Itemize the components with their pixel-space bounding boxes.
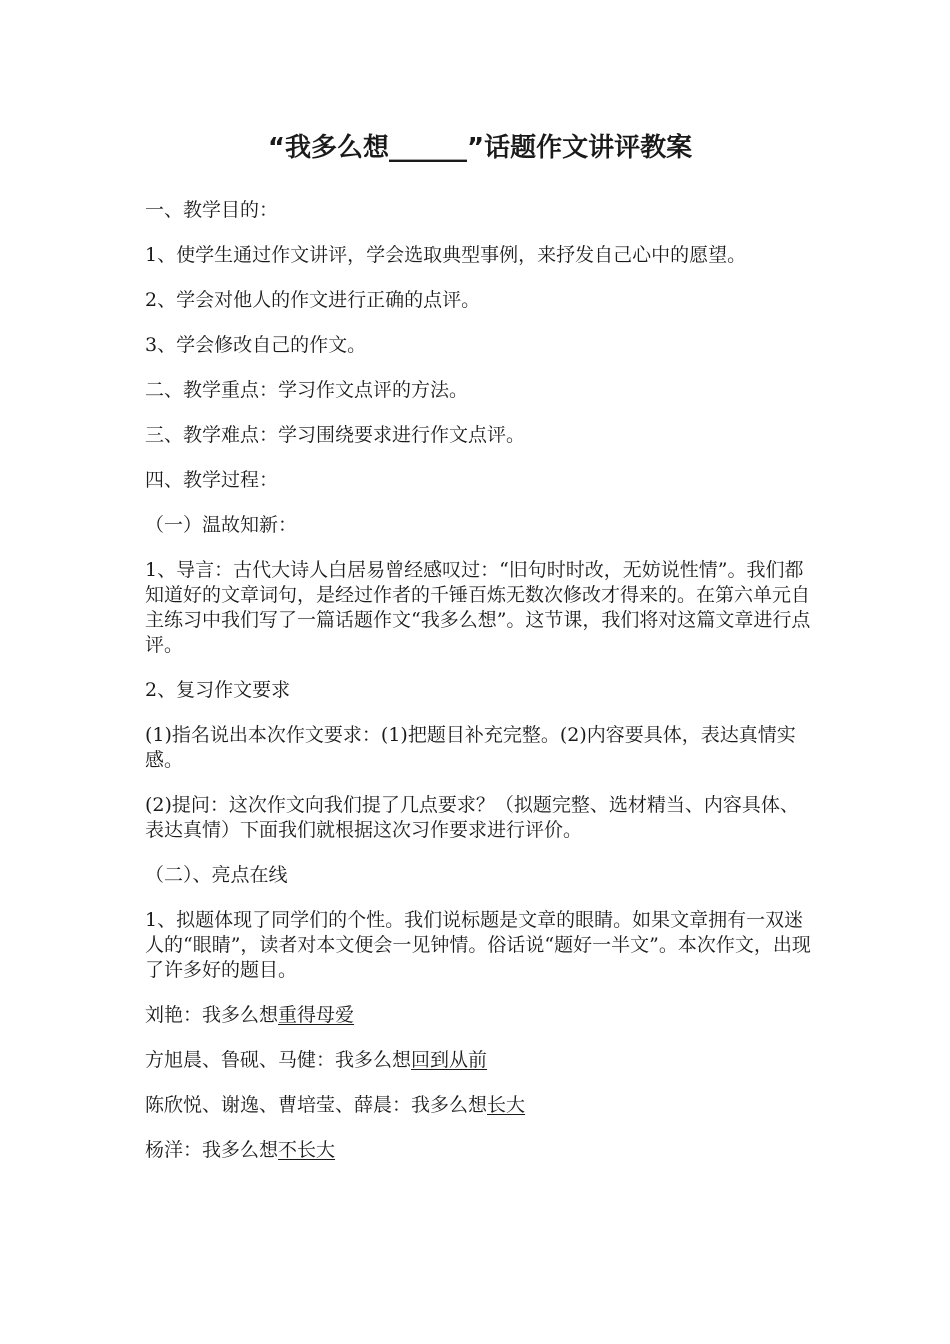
underlined-topic: 回到从前 bbox=[411, 1049, 488, 1071]
student-names: 杨洋： bbox=[145, 1139, 203, 1161]
subsection-highlights: （二）、亮点在线 bbox=[145, 864, 288, 886]
example-title-line bbox=[145, 1093, 815, 1118]
subsection-review: （一）温故知新： bbox=[145, 514, 298, 536]
student-names: 刘艳： bbox=[145, 1004, 203, 1026]
highlights-paragraph: 1、拟题体现了同学们的个性。我们说标题是文章的眼睛。如果文章拥有一双迷人的“眼睛”，读者对本文便会一见钟情。俗话说“题好一半文”。本次作文，出现了许多好的题目。 bbox=[145, 909, 811, 981]
section-key-points: 二、教学重点：学习作文点评的方法。 bbox=[145, 379, 469, 401]
review-requirements-heading: 2、复习作文要求 bbox=[145, 679, 291, 701]
review-requirements-1: (1)指名说出本次作文要求：(1)把题目补充完整。(2)内容要具体，表达真情实感。 bbox=[145, 724, 796, 771]
student-names: 陈欣悦、谢逸、曹培莹、薛晨： bbox=[145, 1094, 412, 1116]
example-title-line bbox=[145, 1138, 815, 1163]
example-title-line bbox=[145, 1003, 815, 1028]
objective-item-3: 3、学会修改自己的作文。 bbox=[145, 334, 367, 356]
example-title-line bbox=[145, 1048, 815, 1073]
underlined-topic: 不长大 bbox=[278, 1139, 336, 1161]
document-page bbox=[145, 128, 815, 1183]
title-prefix: 我多么想 bbox=[411, 1094, 488, 1116]
underlined-topic: 长大 bbox=[487, 1094, 526, 1116]
review-requirements-2: (2)提问：这次作文向我们提了几点要求？（拟题完整、选材精当、内容具体、表达真情）下面我们就根据这次习作要求进行评价。 bbox=[145, 794, 799, 841]
title-prefix: 我多么想 bbox=[202, 1139, 279, 1161]
objective-item-1: 1、使学生通过作文讲评，学会选取典型事例，来抒发自己心中的愿望。 bbox=[145, 244, 747, 266]
student-names: 方旭晨、鲁砚、马健： bbox=[145, 1049, 336, 1071]
review-intro-paragraph: 1、导言：古代大诗人白居易曾经感叹过：“旧句时时改，无妨说性情”。我们都知道好的文章词句，是经过作者的千锤百炼无数次修改才得来的。在第六单元自主练习中我们写了一篇话题作文“我多么想”。这节课，我们将对这篇文章进行点评。 bbox=[145, 559, 811, 656]
objective-item-2: 2、学会对他人的作文进行正确的点评。 bbox=[145, 289, 481, 311]
underlined-topic: 重得母爱 bbox=[278, 1004, 355, 1026]
title-prefix: 我多么想 bbox=[335, 1049, 412, 1071]
title-prefix: 我多么想 bbox=[202, 1004, 279, 1026]
section-difficulties: 三、教学难点：学习围绕要求进行作文点评。 bbox=[145, 424, 526, 446]
section-heading-process: 四、教学过程： bbox=[145, 469, 279, 491]
section-heading-objectives: 一、教学目的： bbox=[145, 199, 279, 221]
document-title: “我多么想______”话题作文讲评教案 bbox=[267, 133, 693, 163]
